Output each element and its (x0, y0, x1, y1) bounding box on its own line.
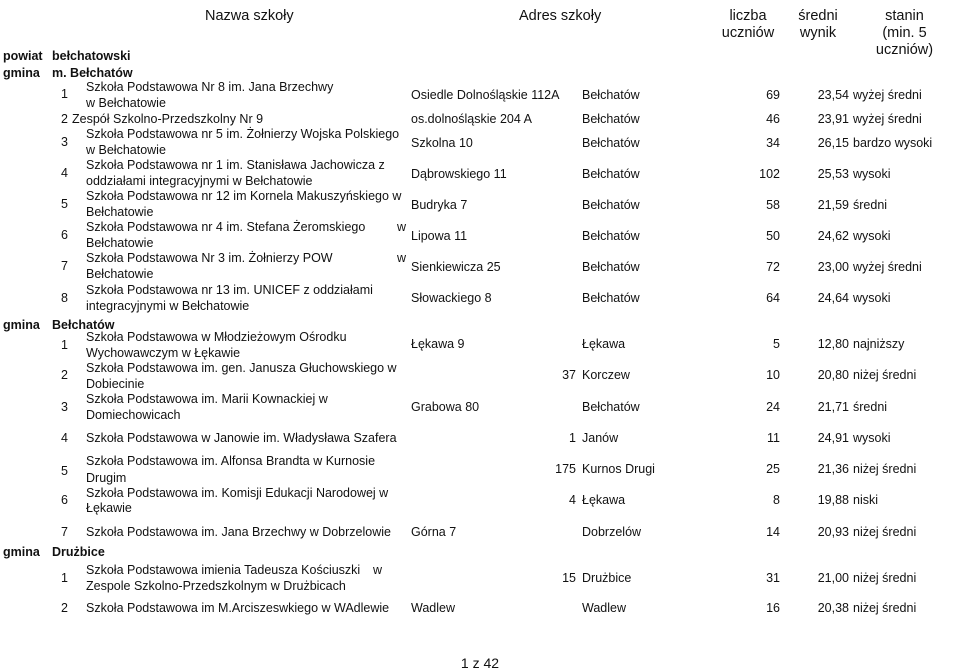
row-number: 6 (61, 493, 68, 507)
school-name: Szkoła Podstawowa im M.Arciszeswkiego w WAdlewie (86, 601, 390, 615)
row-number: 5 (61, 197, 68, 211)
average-score: 20,38 (817, 601, 849, 615)
school-name-w: w (397, 220, 407, 234)
row-number: 8 (61, 291, 68, 305)
stanin-value: niżej średni (853, 571, 917, 585)
student-count: 46 (766, 112, 780, 126)
stanin-value: wyżej średni (853, 88, 922, 102)
school-city: Kurnos Drugi (582, 462, 655, 476)
stanin-value: wyżej średni (853, 112, 922, 126)
school-name-cont: Bełchatowie (86, 205, 154, 219)
row-number: 4 (61, 166, 68, 180)
school-address: os.dolnośląskie 204 A (411, 112, 532, 126)
school-name-cont: Zespole Szkolno-Przedszkolnym w Drużbicach (86, 579, 346, 593)
school-city: Bełchatów (582, 88, 640, 102)
school-name-cont: Bełchatowie (86, 236, 154, 250)
average-score: 25,53 (817, 167, 849, 181)
row-number: 7 (61, 525, 68, 539)
header-address: Adres szkoły (519, 8, 602, 24)
school-name: Szkoła Podstawowa Nr 3 im. Żołnierzy POW (86, 251, 333, 265)
school-name-cont: integracyjnymi w Bełchatowie (86, 299, 250, 313)
school-city: Bełchatów (582, 136, 640, 150)
school-name-cont: Łękawie (86, 501, 132, 515)
school-name-cont: w Bełchatowie (86, 96, 166, 110)
row-number: 2 (61, 601, 68, 615)
school-name-cont: Wychowawczym w Łękawie (86, 346, 241, 360)
school-name: Szkoła Podstawowa im. Jana Brzechwy w Dobrzelowie (86, 525, 391, 539)
stanin-value: wysoki (853, 431, 891, 445)
school-name: Szkoła Podstawowa nr 4 im. Stefana Żeromskiego (86, 220, 366, 234)
row-number: 1 (61, 87, 68, 101)
school-address: Górna 7 (411, 525, 457, 539)
school-name: Szkoła Podstawowa Nr 8 im. Jana Brzechwy (86, 80, 334, 94)
average-score: 24,64 (817, 291, 849, 305)
school-name-cont: w Bełchatowie (86, 143, 166, 157)
school-name: Szkoła Podstawowa nr 13 im. UNICEF z oddziałami (86, 283, 373, 297)
student-count: 50 (766, 229, 780, 243)
school-address: Budryka 7 (411, 198, 468, 212)
school-address: 1 (569, 431, 576, 445)
average-score: 24,62 (817, 229, 849, 243)
school-address: Lipowa 11 (411, 229, 468, 243)
header-stanin: stanin (min. 5 uczniów) (875, 8, 934, 58)
header-name: Nazwa szkoły (205, 8, 294, 24)
page-number: 1 z 42 (460, 655, 500, 671)
average-score: 23,00 (817, 260, 849, 274)
school-name-w: w (373, 563, 383, 577)
school-address: Osiedle Dolnośląskie 112A (411, 88, 560, 102)
school-city: Dobrzelów (582, 525, 642, 539)
average-score: 21,00 (817, 571, 849, 585)
header-count: liczba uczniów (721, 8, 775, 41)
school-address: Wadlew (411, 601, 455, 615)
student-count: 64 (766, 291, 780, 305)
powiat-name: bełchatowski (52, 49, 131, 63)
stanin-value: najniższy (853, 337, 905, 351)
school-name-cont: oddziałami integracyjnymi w Bełchatowie (86, 174, 313, 188)
stanin-value: bardzo wysoki (853, 136, 933, 150)
student-count: 72 (766, 260, 780, 274)
school-city: Janów (582, 431, 619, 445)
school-name: Szkoła Podstawowa w Młodzieżowym Ośrodku (86, 330, 347, 344)
school-name-w: w (397, 251, 407, 265)
gmina-label: gmina (3, 66, 40, 80)
stanin-value: wysoki (853, 291, 891, 305)
school-address: Łękawa 9 (411, 337, 465, 351)
school-address: Szkolna 10 (411, 136, 473, 150)
school-name: Szkoła Podstawowa im. Marii Kownackiej w (86, 392, 328, 406)
school-city: Bełchatów (582, 167, 640, 181)
school-address: Dąbrowskiego 11 (411, 167, 507, 181)
average-score: 23,54 (817, 88, 849, 102)
row-number: 1 (61, 571, 68, 585)
school-name: Szkoła Podstawowa imienia Tadeusza Kościuszki (86, 563, 361, 577)
row-number: 3 (61, 400, 68, 414)
average-score: 24,91 (817, 431, 849, 445)
student-count: 58 (766, 198, 780, 212)
school-address: Grabowa 80 (411, 400, 480, 414)
school-name: Szkoła Podstawowa w Janowie im. Władysława Szafera (86, 431, 397, 445)
student-count: 10 (766, 368, 780, 382)
row-number: 3 (61, 135, 68, 149)
school-address: 15 (562, 571, 576, 585)
stanin-value: średni (853, 400, 888, 414)
stanin-value: niżej średni (853, 525, 917, 539)
row-number: 1 (61, 338, 68, 352)
gmina-name: Drużbice (52, 545, 105, 559)
school-name: Szkoła Podstawowa im. gen. Janusza Głuchowskiego w (86, 361, 397, 375)
stanin-value: wyżej średni (853, 260, 922, 274)
average-score: 23,91 (817, 112, 849, 126)
row-number: 2 (61, 368, 68, 382)
row-number: 7 (61, 259, 68, 273)
average-score: 12,80 (817, 337, 849, 351)
row-number: 2 (61, 112, 68, 126)
student-count: 16 (766, 601, 780, 615)
school-name: Szkoła Podstawowa nr 5 im. Żołnierzy Wojska Polskiego (86, 127, 400, 141)
school-name: Szkoła Podstawowa nr 12 im Kornela Makuszyńskiego w (86, 189, 402, 203)
row-number: 6 (61, 228, 68, 242)
school-city: Bełchatów (582, 400, 640, 414)
school-name: Zespół Szkolno-Przedszkolny Nr 9 (72, 112, 264, 126)
student-count: 69 (766, 88, 780, 102)
powiat-label: powiat (3, 49, 43, 63)
school-city: Drużbice (582, 571, 632, 585)
student-count: 11 (767, 431, 780, 445)
gmina-label: gmina (3, 318, 40, 332)
student-count: 31 (766, 571, 780, 585)
stanin-value: niski (853, 493, 879, 507)
school-name-cont: Dobiecinie (86, 377, 145, 391)
school-city: Bełchatów (582, 291, 640, 305)
school-name-cont: Domiechowicach (86, 408, 181, 422)
school-name: Szkoła Podstawowa im. Komisji Edukacji Narodowej w (86, 486, 389, 500)
school-city: Korczew (582, 368, 630, 382)
gmina-name: m. Bełchatów (52, 66, 133, 80)
school-city: Wadlew (582, 601, 626, 615)
student-count: 25 (766, 462, 780, 476)
stanin-value: niżej średni (853, 601, 917, 615)
gmina-name: Bełchatów (52, 318, 115, 332)
stanin-value: wysoki (853, 229, 891, 243)
school-address: Sienkiewicza 25 (411, 260, 501, 274)
student-count: 34 (766, 136, 780, 150)
school-name-cont: Drugim (86, 471, 127, 485)
average-score: 21,59 (817, 198, 849, 212)
student-count: 14 (766, 525, 780, 539)
school-address: 175 (555, 462, 576, 476)
school-name: Szkoła Podstawowa nr 1 im. Stanisława Jachowicza z (86, 158, 385, 172)
student-count: 102 (759, 167, 780, 181)
stanin-value: średni (853, 198, 888, 212)
student-count: 5 (773, 337, 780, 351)
school-city: Bełchatów (582, 198, 640, 212)
school-city: Bełchatów (582, 112, 640, 126)
average-score: 26,15 (817, 136, 849, 150)
row-number: 5 (61, 464, 68, 478)
student-count: 8 (773, 493, 780, 507)
stanin-value: niżej średni (853, 462, 917, 476)
school-address: Słowackiego 8 (411, 291, 492, 305)
row-number: 4 (61, 431, 68, 445)
average-score: 20,93 (817, 525, 849, 539)
header-average: średni wynik (798, 8, 838, 41)
school-city: Łękawa (582, 337, 626, 351)
average-score: 21,71 (817, 400, 849, 414)
school-city: Łękawa (582, 493, 626, 507)
school-address: 4 (569, 493, 576, 507)
stanin-value: niżej średni (853, 368, 917, 382)
average-score: 20,80 (817, 368, 849, 382)
school-address: 37 (562, 368, 576, 382)
school-name: Szkoła Podstawowa im. Alfonsa Brandta w Kurnosie (86, 454, 376, 468)
school-city: Bełchatów (582, 229, 640, 243)
school-city: Bełchatów (582, 260, 640, 274)
average-score: 19,88 (817, 493, 849, 507)
student-count: 24 (766, 400, 780, 414)
school-name-cont: Bełchatowie (86, 267, 154, 281)
average-score: 21,36 (817, 462, 849, 476)
gmina-label: gmina (3, 545, 40, 559)
stanin-value: wysoki (853, 167, 891, 181)
